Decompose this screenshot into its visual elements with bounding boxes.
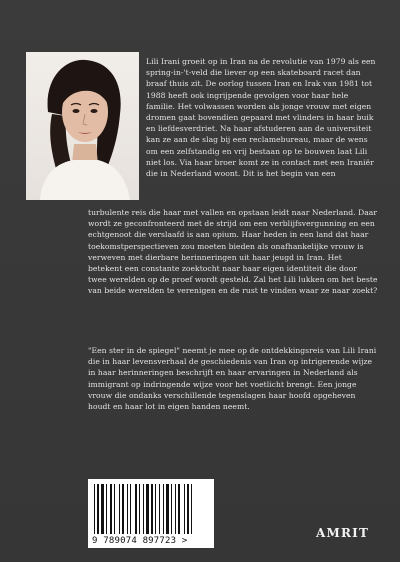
continuation-paragraph-text: turbulente reis die haar met vallen en opstaan leidt naar Nederland. Daar wordt ze geconfronteerd met de strijd om een verblijfsvergunning en een echtgenoot die verslaafd is aan opium. Haar heden in een land dat haar toekomstperspectieven zou moeten bieden als onafhankelijke vrouw is verweven met dierbare herinneringen uit haar jeugd in Iran. Het betekent een constante zoektocht naar haar eigen identiteit die door twee werelden op de proef wordt gesteld. Zal het Lili lukken om het beste van beide werelden te verenigen en de rust te vinden waar ze naar zoekt? xyxy=(88,208,378,296)
publisher-logo: AMRIT xyxy=(316,526,370,540)
summary-paragraph-text: "Een ster in de spiegel" neemt je mee op de ontdekkingsreis van Lili Irani die in haar levensverhaal de geschiedenis van Iran op intrigerende wijze in haar herinneringen beschrijft en haar ervaringen in Nederland als immigrant op indringende wijze voor het voetlicht brengt. Een jonge vrouw die ondanks verschillende tegenslagen haar hoofd opgeheven houdt en haar lot in eigen handen neemt. xyxy=(88,346,377,412)
isbn-number: 9 789074 897723 > xyxy=(92,536,188,546)
intro-paragraph xyxy=(146,56,378,179)
author-photo xyxy=(26,52,139,200)
summary-paragraph xyxy=(88,345,378,412)
continuation-paragraph xyxy=(88,207,378,297)
isbn-barcode xyxy=(88,479,214,548)
barcode-bars xyxy=(94,484,208,534)
intro-paragraph-text: Lili Irani groeit op in Iran na de revolutie van 1979 als een spring-in-'t-veld die liever op een skateboard racet dan braaf thuis zit. De oorlog tussen Iran en Irak van 1981 tot 1988 heeft ook ingrijpende gevolgen voor haar hele familie. Het volwassen worden als jonge vrouw met eigen dromen gaat bovendien gepaard met vlinders in haar buik en liefdesverdriet. Na haar afstuderen aan de universiteit kan ze aan de slag bij een reclamebureau, maar de wens om een zelfstandig en vrij bestaan op te bouwen laat Lili niet los. Via haar broer komt ze in contact met een Iraniër die in Nederland woont. Dit is het begin van een xyxy=(146,57,376,179)
author-portrait-image xyxy=(26,52,139,200)
